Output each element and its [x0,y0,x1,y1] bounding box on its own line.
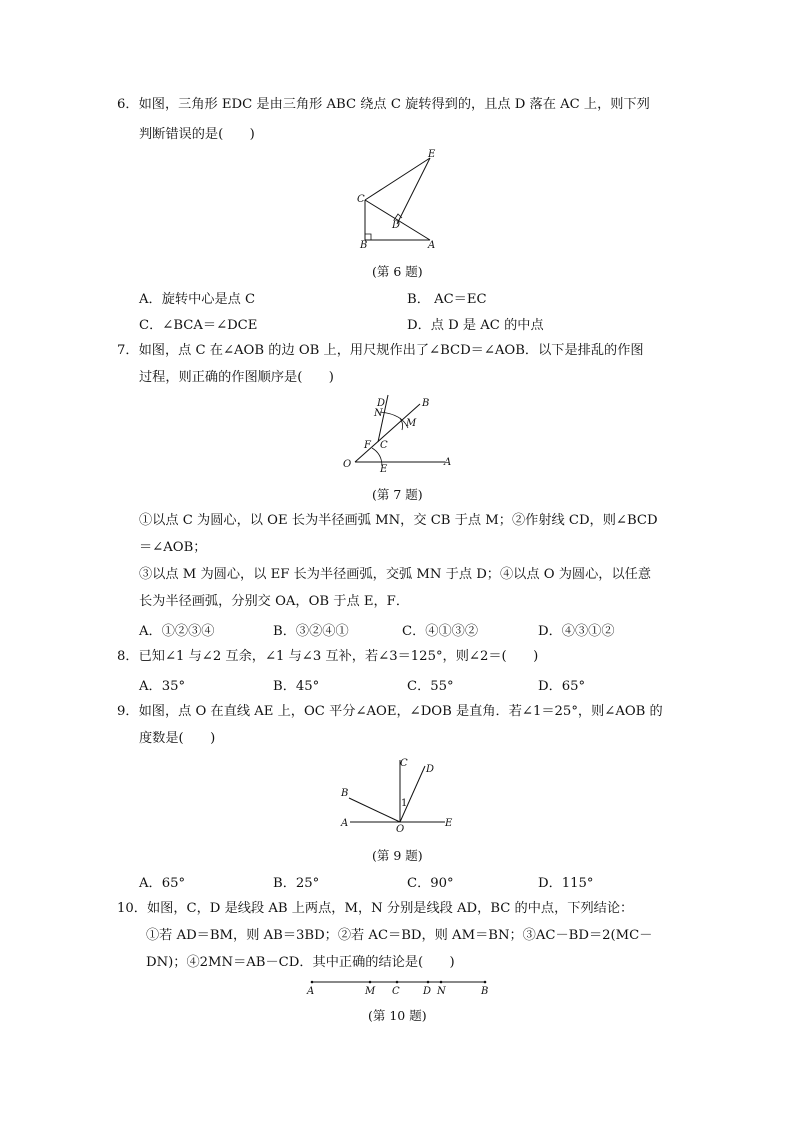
q6-figure [350,148,460,253]
q7-label-D: D [377,398,386,409]
q7-label-B: B [422,398,430,409]
q10-stem-line3: DN)；④2MN＝AB－CD．其中正确的结论是( ) [146,955,455,970]
q7-step-line4: 长为半径画弧，分别交 OA，OB 于点 E，F． [139,594,410,609]
q9-label-E: E [445,818,453,829]
q9-option-b[interactable]: B．25° [273,876,320,891]
q6-option-d[interactable]: D．点 D 是 AC 的中点 [407,318,544,333]
q6-label-A: A [428,240,436,251]
q6-label-C: C [357,194,365,205]
q10-label-A: A [307,986,315,997]
q7-step-line3: ③以点 M 为圆心，以 EF 长为半径画弧，交弧 MN 于点 D；④以点 O 为圆心，以任意 [139,567,652,582]
q7-caption: (第 7 题) [372,487,423,502]
q7-step-line1: ①以点 C 为圆心，以 OE 长为半径画弧 MN，交 CB 于点 M；②作射线 CD，则∠BCD [139,513,658,528]
q9-label-B: B [341,788,349,799]
q7-option-b[interactable]: B．③②④① [273,624,349,639]
q10-label-N: N [437,986,446,997]
q10-label-D: D [423,986,432,997]
q7-option-d[interactable]: D．④③①② [538,624,615,639]
q9-figure [335,752,460,837]
q7-label-F: F [364,440,371,451]
q9-label-D: D [426,764,435,775]
q7-stem-line1: 7．如图，点 C 在∠AOB 的边 OB 上，用尺规作出了∠BCD＝∠AOB．以下是排乱的作图 [117,343,644,358]
q10-label-M: M [365,986,376,997]
q9-option-a[interactable]: A．65° [139,876,186,891]
q6-label-D: D [392,220,401,231]
q6-option-b[interactable]: B． AC＝EC [407,292,487,307]
q9-label-C: C [400,758,408,769]
q10-figure [300,974,500,998]
q6-stem-line1: 6．如图，三角形 EDC 是由三角形 ABC 绕点 C 旋转得到的，且点 D 落在 AC 上，则下列 [117,97,650,112]
q9-label-O: O [396,824,405,835]
q8-option-c[interactable]: C．55° [407,679,454,694]
q7-option-a[interactable]: A．①②③④ [139,624,215,639]
q7-label-N: N [374,408,383,419]
q7-label-O: O [343,459,352,470]
q10-stem-line1: 10．如图，C，D 是线段 AB 上两点，M，N 分别是线段 AD，BC 的中点，下列结论： [117,901,634,916]
q9-option-c[interactable]: C．90° [407,876,454,891]
q6-option-a[interactable]: A．旋转中心是点 C [139,292,256,307]
q8-stem-line1: 8．已知∠1 与∠2 互余，∠1 与∠3 互补，若∠3＝125°，则∠2＝( ) [117,649,539,664]
q7-step-line2: ＝∠AOB； [139,540,207,555]
q10-label-C: C [392,986,400,997]
q9-stem-line1: 9．如图，点 O 在直线 AE 上，OC 平分∠AOE，∠DOB 是直角．若∠1＝25°，则∠AOB 的 [117,704,663,719]
q10-caption: (第 10 题) [368,1008,427,1023]
q6-option-c[interactable]: C．∠BCA＝∠DCE [139,318,258,333]
q9-caption: (第 9 题) [372,848,423,863]
q9-option-d[interactable]: D．115° [538,876,594,891]
q7-stem-line2: 过程，则正确的作图顺序是( ) [139,370,334,385]
q7-label-C: C [380,440,388,451]
q10-stem-line2: ①若 AD＝BM，则 AB＝3BD；②若 AC＝BD，则 AM＝BN；③AC－BD＝2(MC－ [146,928,653,943]
q7-label-E: E [380,464,388,475]
q7-label-M: M [406,418,417,429]
q7-option-c[interactable]: C．④①③② [402,624,479,639]
q8-option-a[interactable]: A．35° [139,679,186,694]
q6-label-B: B [360,240,368,251]
q9-stem-line2: 度数是( ) [139,731,216,746]
q8-option-d[interactable]: D．65° [538,679,586,694]
q6-stem-line2: 判断错误的是( ) [139,127,255,142]
q9-label-1: 1 [401,798,408,809]
q8-option-b[interactable]: B．45° [273,679,320,694]
q10-label-B: B [481,986,489,997]
q7-figure [340,392,460,477]
q9-label-A: A [341,818,349,829]
q6-label-E: E [428,149,436,160]
q7-label-A: A [444,457,452,468]
q6-caption: (第 6 题) [372,264,423,279]
